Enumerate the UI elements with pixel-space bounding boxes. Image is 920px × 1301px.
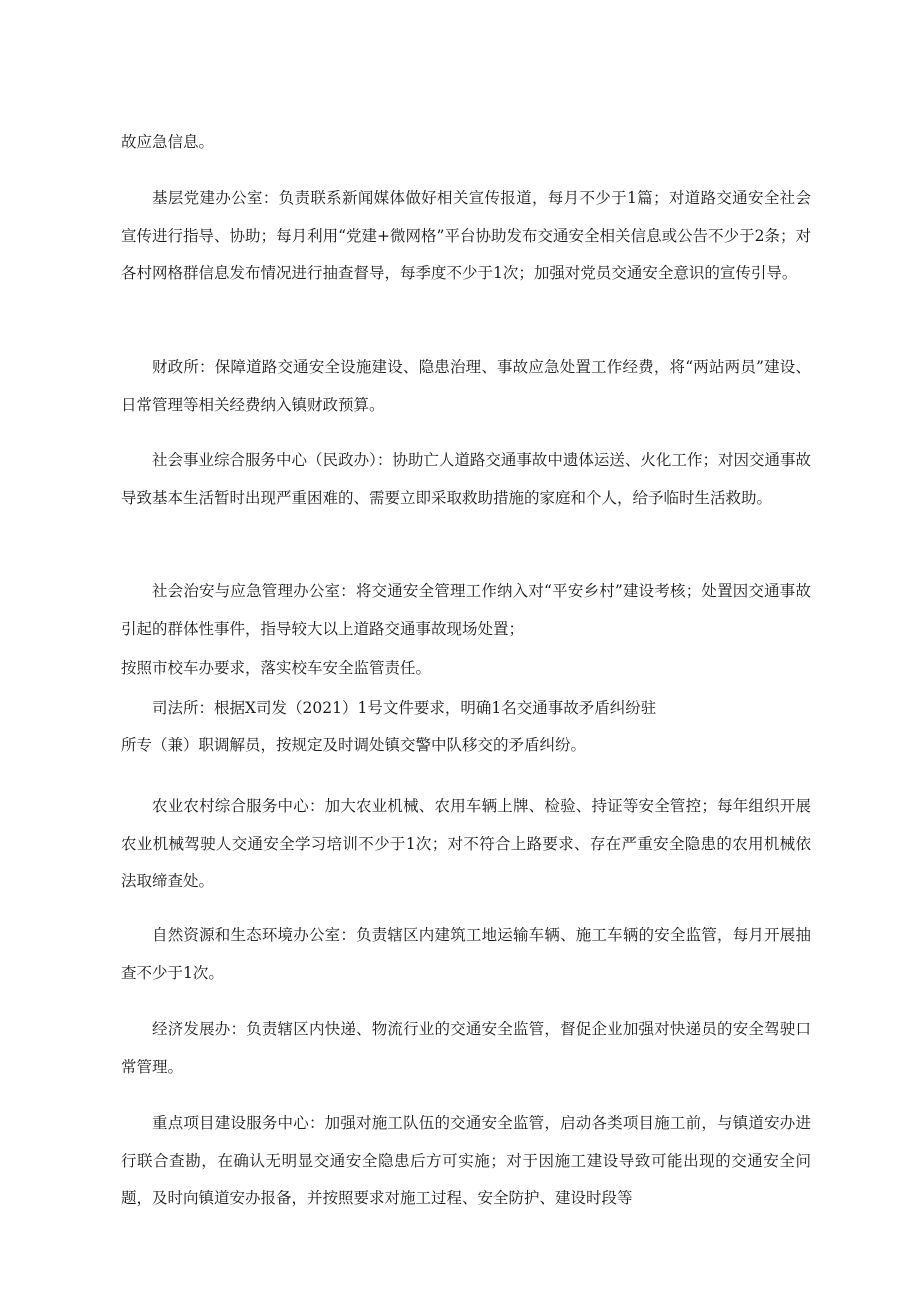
paragraph-agriculture-center: 农业农村综合服务中心：加大农业机械、农用车辆上牌、检验、持证等安全管控；每年组织开展农业机械驾驶人交通安全学习培训不少于1次；对不符合上路要求、存在严重安全隐患的农用机械依法取缔查处。 (121, 797, 811, 890)
paragraph-public-security-office: 社会治安与应急管理办公室：将交通安全管理工作纳入对“平安乡村”建设考核；处置因交通事故引起的群体性事件，指导较大以上道路交通事故现场处置； (121, 582, 811, 638)
paragraph-school-bus: 按照市校车办要求，落实校车安全监管责任。 (121, 659, 432, 677)
paragraph-grassroots-party-office: 基层党建办公室：负责联系新闻媒体做好相关宣传报道，每月不少于1篇；对道路交通安全社会宣传进行指导、协助；每月利用“党建+微网格”平台协助发布交通安全相关信息或公告不少于2条；对各村网格群信息发布情况进行抽查督导，每季度不少于1次；加强对党员交通安全意识的宣传引导。 (121, 189, 811, 282)
paragraph-social-affairs-center: 社会事业综合服务中心（民政办）：协助亡人道路交通事故中遗体运送、火化工作；对因交通事故导致基本生活暂时出现严重困难的、需要立即采取救助措施的家庭和个人，给予临时生活救助。 (121, 451, 811, 507)
paragraph-natural-resources-office: 自然资源和生态环境办公室：负责辖区内建筑工地运输车辆、施工车辆的安全监管，每月开展抽查不少于1次。 (121, 926, 811, 982)
paragraph-continuation: 故应急信息。 (121, 133, 215, 151)
paragraph-economic-development-office: 经济发展办：负责辖区内快递、物流行业的交通安全监管，督促企业加强对快递员的安全驾驶口常管理。 (121, 1020, 811, 1076)
paragraph-finance-office: 财政所：保障道路交通安全设施建设、隐患治理、事故应急处置工作经费，将“两站两员”建设、日常管理等相关经费纳入镇财政预算。 (121, 358, 811, 414)
paragraph-key-projects-center: 重点项目建设服务中心：加强对施工队伍的交通安全监管，启动各类项目施工前，与镇道安办进行联合查勘，在确认无明显交通安全隐患后方可实施；对于因施工建设导致可能出现的交通安全问题，及时向镇道安办报备，并按照要求对施工过程、安全防护、建设时段等 (121, 1114, 811, 1207)
paragraph-justice-office: 司法所：根据X司发（2021）1号文件要求，明确1名交通事故矛盾纠纷驻 (152, 699, 657, 717)
paragraph-justice-office-cont: 所专（兼）职调解员，按规定及时调处镇交警中队移交的矛盾纠纷。 (121, 736, 587, 754)
